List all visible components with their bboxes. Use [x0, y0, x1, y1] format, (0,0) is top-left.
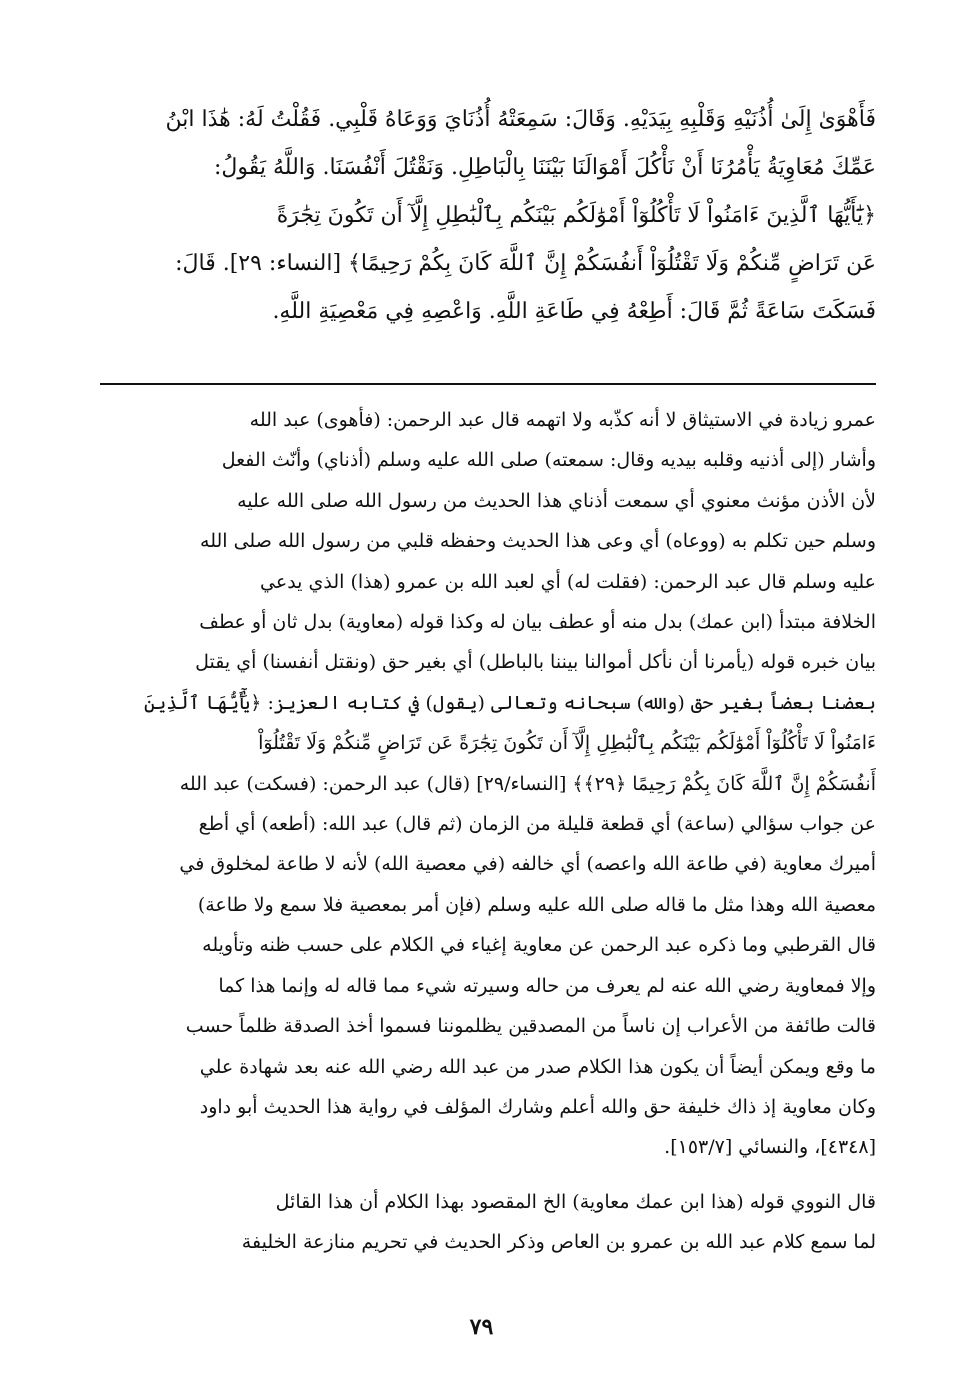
commentary-line: وكان معاوية إذ ذاك خليفة حق والله أعلم وشارك المؤلف في رواية هذا الحديث أبو داود [199, 1095, 876, 1118]
commentary-line: وإلا فمعاوية رضي الله عنه لم يعرف من حاله وسيرته شيء مما قاله له وإنما هذا كما [218, 974, 876, 997]
commentary-paragraph [100, 400, 876, 1168]
commentary-line: [٤٣٤٨]، والنسائي [١٥٣/٧]. [664, 1136, 876, 1159]
commentary-line: عن جواب سؤالي (ساعة) أي قطعة قليلة من الزمان (ثم قال) عبد الله: (أطعه) أي أطع [198, 813, 876, 836]
hadith-line: ﴿يَٰٓأَيُّهَا ٱلَّذِينَ ءَامَنُواْ لَا تَأْكُلُوٓاْ أَمْوَٰلَكُم بَيْنَكُم بِٱلْبَٰطِلِ إِلَّآ أَن تَكُونَ تِجَٰرَةً [276, 203, 876, 228]
hadith-text [100, 96, 876, 336]
commentary-line: لما سمع كلام عبد الله بن عمرو بن العاص وذكر الحديث في تحريم منازعة الخليفة [241, 1231, 876, 1254]
commentary-line: الخلافة مبتدأ (ابن عمك) بدل منه أو عطف بيان له وكذا قوله (معاوية) بدل ثان أو عطف [199, 611, 876, 634]
commentary-line: ما وقع ويمكن أيضاً أن يكون هذا الكلام صدر من عبد الله رضي الله عنه بعد شهادة علي [199, 1055, 876, 1078]
commentary-line: لأن الأذن مؤنث معنوي أي سمعت أذناي هذا الحديث من رسول الله صلى الله عليه [237, 489, 876, 512]
commentary-line: ءَامَنُواْ لَا تَأْكُلُوٓاْ أَمْوَٰلَكُم بَيْنَكُم بِٱلْبَٰطِلِ إِلَّآ أَن تَكُونَ تِجَٰرَةً عَن تَرَاضٍ مِّنكُمْ وَلَا تَقْتُلُوٓاْ [258, 732, 876, 755]
paragraph-gap [100, 1168, 876, 1182]
hadith-line: فَسَكَتَ سَاعَةً ثُمَّ قَالَ: أَطِعْهُ فِي طَاعَةِ اللَّهِ. وَاعْصِهِ فِي مَعْصِيَةِ اللَّهِ. [272, 299, 876, 324]
commentary-line: أميرك معاوية (في طاعة الله واعصه) أي خالفه (في معصية الله) لأنه لا طاعة لمخلوق في [179, 853, 876, 876]
commentary-line: وأشار (إلى أذنيه وقلبه بيديه وقال: سمعته) صلى الله عليه وسلم (أذناي) وأنّث الفعل [221, 449, 876, 472]
section-divider [100, 383, 876, 385]
hadith-line: عَمِّكَ مُعَاوِيَةُ يَأْمُرُنَا أَنْ نَأْكُلَ أَمْوَالَنَا بَيْنَنَا بِالْبَاطِلِ. وَنَقْتُلَ أَنْفُسَنَا. وَاللَّهُ يَقُولُ: [214, 155, 876, 180]
commentary-line: قالت طائفة من الأعراب إن ناساً من المصدقين يظلموننا فسموا أخذ الصدقة ظلماً حسب [185, 1015, 876, 1038]
hadith-line: فَأَهْوَىٰ إِلَىٰ أُذُنَيْهِ وَقَلْبِهِ بِيَدَيْهِ. وَقَالَ: سَمِعَتْهُ أُذُنَايَ وَوَعَاهُ قَلْبِي. فَقُلْتُ لَهُ: هَٰذَا ابْنُ [165, 107, 876, 132]
commentary-line: قال القرطبي وما ذكره عبد الرحمن عن معاوية إغياء في الكلام على حسب ظنه وتأويله [202, 934, 876, 957]
commentary-line: عليه وسلم قال عبد الرحمن: (فقلت له) أي لعبد الله بن عمرو (هذا) الذي يدعي [260, 570, 876, 593]
commentary-line: أَنفُسَكُمْ إِنَّ ٱللَّهَ كَانَ بِكُمْ رَحِيمًا ﴿٢٩﴾﴾ [النساء/٢٩] (قال) عبد الرحمن: (فسكت) عبد الله [179, 772, 876, 795]
commentary-paragraph [100, 1182, 876, 1263]
hadith-line: عَن تَرَاضٍ مِّنكُمْ وَلَا تَقْتُلُوٓاْ أَنفُسَكُمْ إِنَّ ٱللَّهَ كَانَ بِكُمْ رَحِيمًا﴾ [النساء: ٢٩]. قَالَ: [175, 251, 876, 276]
commentary-line: عمرو زيادة في الاستيثاق لا أنه كذّبه ولا اتهمه قال عبد الرحمن: (فأهوى) عبد الله [249, 409, 876, 431]
commentary-line: قال النووي قوله (هذا ابن عمك معاوية) الخ المقصود بهذا الكلام أن هذا القائل [275, 1190, 876, 1213]
commentary-line: وسلم حين تكلم به (ووعاه) أي وعى هذا الحديث وحفظه قلبي من رسول الله صلى الله [200, 530, 876, 553]
commentary-text [100, 400, 876, 1263]
page-number: ٧٩ [469, 1314, 494, 1340]
commentary-line: بعضنا بعضاً بغير حق (والله) سبحانه وتعالى (يقول) في كتابه العزيز: ﴿يَٰٓأَيُّهَا ٱلَّذِينَ [144, 691, 876, 714]
commentary-line: معصية الله وهذا مثل ما قاله صلى الله عليه وسلم (فإن أمر بمعصية فلا سمع ولا طاعة) [197, 893, 876, 916]
commentary-line: بيان خبره قوله (يأمرنا أن نأكل أموالنا بيننا بالباطل) أي بغير حق (ونقتل أنفسنا) أي يقتل [195, 651, 876, 674]
